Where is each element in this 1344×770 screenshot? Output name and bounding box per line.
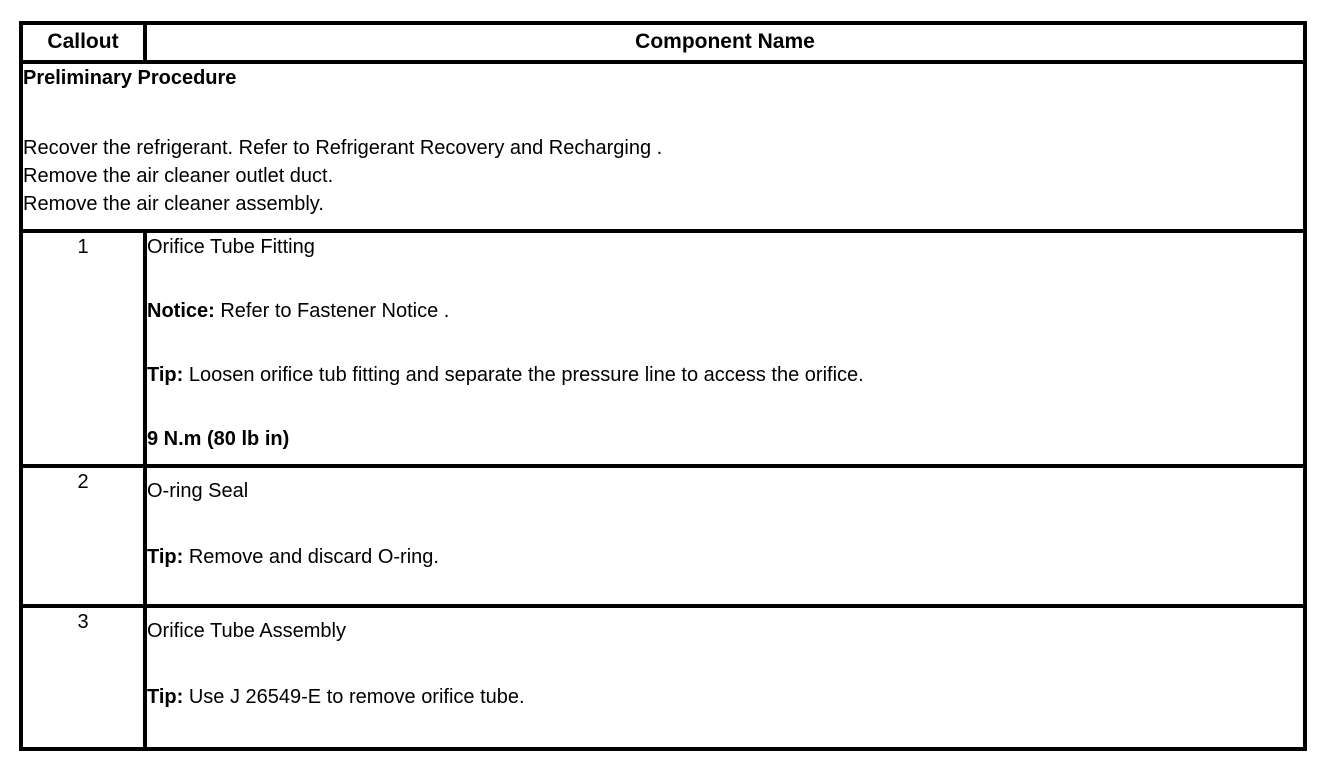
torque-spec: 9 N.m (80 lb in) xyxy=(147,428,290,450)
preliminary-step: Remove the air cleaner assembly. xyxy=(23,193,324,215)
tip-text: Loosen orifice tub fitting and separate the pressure line to access the orifice. xyxy=(183,364,864,386)
preliminary-step: Recover the refrigerant. Refer to Refrigerant Recovery and Recharging . xyxy=(23,137,663,159)
preliminary-procedure-title: Preliminary Procedure xyxy=(23,67,237,89)
component-cell xyxy=(145,606,1305,749)
notice-label: Notice: xyxy=(147,300,215,322)
component-cell xyxy=(145,231,1305,466)
tip-line xyxy=(147,543,1303,571)
component-name: O-ring Seal xyxy=(147,480,249,502)
preliminary-procedure-row xyxy=(21,62,1305,231)
callout-number: 2 xyxy=(21,466,145,606)
table-row xyxy=(21,606,1305,749)
callout-number: 3 xyxy=(21,606,145,749)
tip-label: Tip: xyxy=(147,364,184,386)
notice-line xyxy=(147,297,1303,325)
callout-number: 1 xyxy=(21,231,145,466)
callout-column-header: Callout xyxy=(21,23,145,62)
component-name-column-header: Component Name xyxy=(145,23,1305,62)
tip-line xyxy=(147,361,1303,389)
tip-text: Remove and discard O-ring. xyxy=(183,546,439,568)
tip-text: Use J 26549-E to remove orifice tube. xyxy=(183,686,525,708)
notice-text: Refer to Fastener Notice . xyxy=(214,300,450,322)
tip-label: Tip: xyxy=(147,686,184,708)
table-row xyxy=(21,231,1305,466)
component-cell xyxy=(145,466,1305,606)
tip-label: Tip: xyxy=(147,546,184,568)
preliminary-procedure-cell xyxy=(21,62,1305,231)
component-name: Orifice Tube Fitting xyxy=(147,236,315,258)
component-table xyxy=(19,21,1307,751)
preliminary-step: Remove the air cleaner outlet duct. xyxy=(23,165,334,187)
component-name: Orifice Tube Assembly xyxy=(147,620,346,642)
tip-line xyxy=(147,683,1303,711)
header-row xyxy=(21,23,1305,62)
table-row xyxy=(21,466,1305,606)
